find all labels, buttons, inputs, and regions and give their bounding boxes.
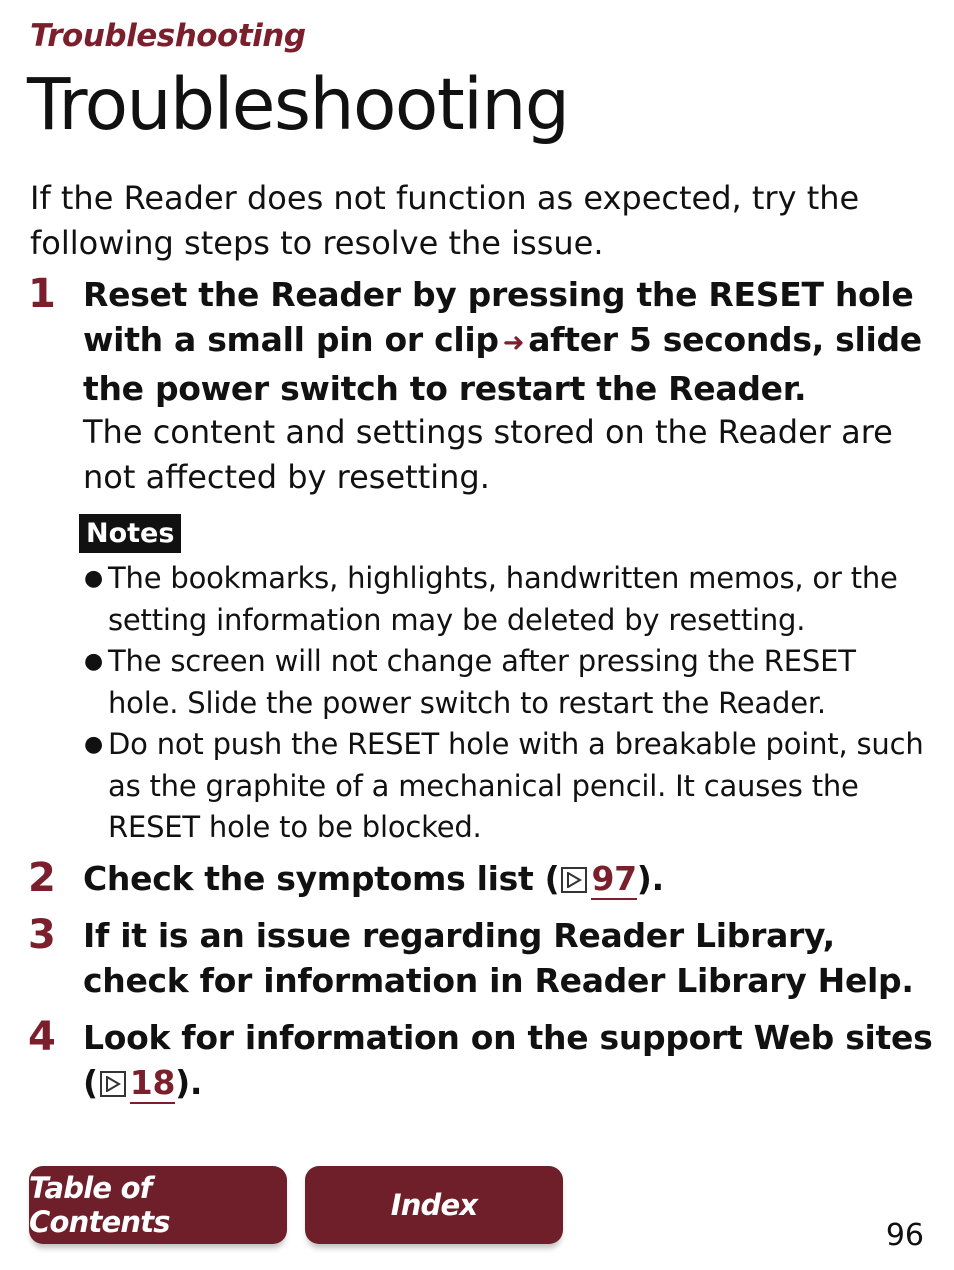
index-button[interactable] bbox=[305, 1166, 563, 1244]
notes-list bbox=[84, 558, 924, 849]
note-text: The screen will not change after pressing the RESET hole. Slide the power switch to restart the Reader. bbox=[108, 644, 856, 720]
step-description: The content and settings stored on the Reader are not affected by resetting. bbox=[83, 413, 893, 496]
step-text: ). bbox=[175, 1063, 203, 1102]
step-text: Look for information on the support Web sites ( bbox=[83, 1018, 933, 1102]
note-item bbox=[84, 558, 924, 641]
page-ref-icon bbox=[561, 867, 587, 893]
note-item bbox=[84, 641, 924, 724]
step-number: 2 bbox=[28, 855, 56, 901]
step-instruction bbox=[83, 856, 933, 901]
intro-text: If the Reader does not function as expected, try the following steps to resolve the issue. bbox=[30, 179, 860, 262]
page-ref-link[interactable]: 18 bbox=[129, 1063, 176, 1102]
step-number: 4 bbox=[28, 1014, 56, 1060]
bullet-icon: ● bbox=[84, 566, 103, 591]
step-instruction bbox=[83, 272, 933, 411]
arrow-icon: ➜ bbox=[502, 328, 525, 358]
step-text: Check the symptoms list ( bbox=[83, 859, 560, 898]
section-label: Troubleshooting bbox=[30, 18, 306, 54]
table-of-contents-button[interactable] bbox=[29, 1166, 287, 1244]
page-title: Troubleshooting bbox=[27, 63, 569, 146]
step-number: 3 bbox=[28, 912, 56, 958]
note-text: Do not push the RESET hole with a breakable point, such as the graphite of a mechanical pencil. It causes the RESET hole to be blocked. bbox=[108, 727, 924, 844]
note-item bbox=[84, 724, 924, 849]
step-number: 1 bbox=[28, 271, 56, 317]
page-ref-icon bbox=[100, 1071, 126, 1097]
index-button-label: Index bbox=[390, 1188, 478, 1222]
step-instruction bbox=[83, 1015, 933, 1105]
bullet-icon: ● bbox=[84, 649, 103, 674]
step-text: ). bbox=[636, 859, 664, 898]
page-number: 96 bbox=[885, 1218, 924, 1253]
page-ref-link[interactable]: 97 bbox=[591, 859, 637, 898]
step-instruction: If it is an issue regarding Reader Library, check for information in Reader Library Help. bbox=[83, 916, 914, 1000]
toc-button-label: Table of Contents bbox=[29, 1171, 170, 1239]
notes-badge: Notes bbox=[79, 514, 181, 553]
step-text-part2: after 5 seconds, slide the power switch to restart the Reader. bbox=[83, 320, 922, 408]
bullet-icon: ● bbox=[84, 732, 103, 757]
step-text-part1: Reset the Reader by pressing the RESET hole with a small pin or clip bbox=[83, 275, 914, 359]
note-text: The bookmarks, highlights, handwritten memos, or the setting information may be deleted by resetting. bbox=[108, 561, 898, 637]
